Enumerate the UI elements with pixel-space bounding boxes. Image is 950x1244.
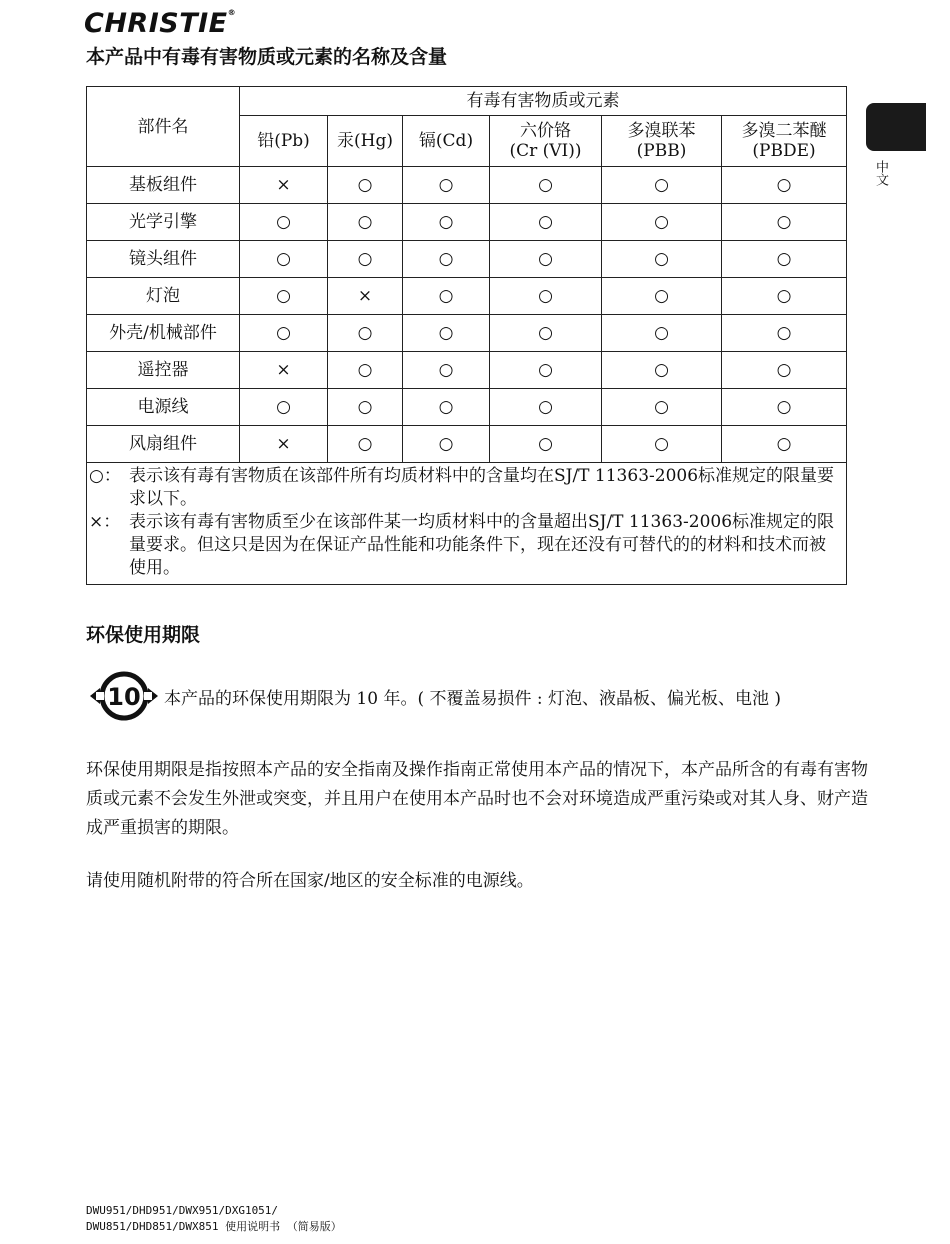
- table-notes: [87, 463, 847, 585]
- footer-model-line-1: DWU951/DHD951/DWX951/DXG1051/: [86, 1204, 279, 1217]
- part-name-cell: 风扇组件: [87, 426, 240, 463]
- compliance-mark-cell: ○: [490, 204, 602, 241]
- language-tab: [866, 103, 926, 151]
- compliance-mark-cell: ○: [722, 241, 847, 278]
- compliance-mark-cell: ○: [602, 315, 722, 352]
- table-row: [87, 278, 847, 315]
- table-row: [87, 389, 847, 426]
- compliance-mark-cell: ○: [602, 389, 722, 426]
- compliance-mark-cell: ○: [490, 315, 602, 352]
- compliance-mark-cell: ○: [490, 278, 602, 315]
- compliance-mark-cell: ○: [490, 426, 602, 463]
- compliance-mark-cell: ○: [403, 389, 490, 426]
- table-row: [87, 426, 847, 463]
- substance-group-header: 有毒有害物质或元素: [240, 87, 847, 116]
- substance-symbol: (Cr (VI)): [509, 141, 582, 161]
- epup-text: 本产品的环保使用期限为 10 年。( 不覆盖易损件 : 灯泡、液晶板、偏光板、电池 ): [164, 688, 782, 709]
- table-note: [89, 511, 842, 580]
- compliance-mark-cell: ○: [403, 426, 490, 463]
- compliance-mark-cell: ○: [403, 278, 490, 315]
- substance-header: [328, 116, 403, 167]
- table-row: [87, 167, 847, 204]
- substance-header: [722, 116, 847, 167]
- section-title-substances: 本产品中有毒有害物质或元素的名称及含量: [86, 46, 448, 68]
- christie-logo: [84, 8, 236, 39]
- compliance-mark-cell: ○: [328, 167, 403, 204]
- compliance-mark-cell: ○: [328, 389, 403, 426]
- compliance-mark-cell: ○: [328, 241, 403, 278]
- compliance-mark-cell: ○: [602, 278, 722, 315]
- compliance-mark-cell: ○: [722, 352, 847, 389]
- note-text: 表示该有毒有害物质在该部件所有均质材料中的含量均在SJ/T 11363-2006标准规定的限量要求以下。: [129, 466, 835, 509]
- footer-model-line-2: DWU851/DHD851/DWX851 使用说明书 （简易版）: [86, 1220, 342, 1233]
- substance-header: [240, 116, 328, 167]
- compliance-mark-cell: ○: [403, 352, 490, 389]
- part-name-cell: 光学引擎: [87, 204, 240, 241]
- compliance-mark-cell: ○: [722, 204, 847, 241]
- compliance-mark-cell: ○: [403, 241, 490, 278]
- brand-name: CHRISTIE: [84, 8, 228, 39]
- compliance-mark-cell: ○: [490, 352, 602, 389]
- part-name-header: 部件名: [87, 87, 240, 167]
- substance-name: 多溴联苯: [627, 121, 696, 141]
- language-tab-label: 中文: [873, 160, 888, 186]
- substance-name: 铅(Pb): [257, 131, 310, 151]
- note-symbol: ×：: [89, 512, 121, 532]
- part-name-cell: 电源线: [87, 389, 240, 426]
- note-text: 表示该有毒有害物质至少在该部件某一均质材料中的含量超出SJ/T 11363-2006标准规定的限量要求。但这只是因为在保证产品性能和功能条件下，现在还没有可替代的的材料和技术而被使用。: [129, 512, 835, 578]
- substance-symbol: (PBB): [636, 141, 687, 161]
- compliance-mark-cell: ○: [240, 389, 328, 426]
- note-symbol: ○：: [89, 466, 121, 486]
- substance-header: [403, 116, 490, 167]
- substance-symbol: (PBDE): [752, 141, 816, 161]
- epup-10-years-icon: [86, 666, 162, 726]
- table-row: [87, 204, 847, 241]
- compliance-mark-cell: ×: [240, 426, 328, 463]
- power-cord-paragraph: 请使用随机附带的符合所在国家/地区的安全标准的电源线。: [86, 871, 534, 891]
- compliance-mark-cell: ×: [240, 352, 328, 389]
- substance-name: 汞(Hg): [337, 131, 393, 151]
- substance-name: 六价铬: [520, 121, 571, 141]
- compliance-mark-cell: ○: [490, 389, 602, 426]
- epup-definition-paragraph: 环保使用期限是指按照本产品的安全指南及操作指南正常使用本产品的情况下，本产品所含的有毒有害物质或元素不会发生外泄或突变，并且用户在使用本产品时也不会对环境造成严重污染或对其人身、财产造成严重损害的期限。: [86, 760, 868, 838]
- compliance-mark-cell: ○: [722, 315, 847, 352]
- compliance-mark-cell: ○: [328, 426, 403, 463]
- compliance-mark-cell: ○: [403, 167, 490, 204]
- hazardous-substances-table: [86, 86, 847, 585]
- compliance-mark-cell: ○: [722, 426, 847, 463]
- part-name-cell: 镜头组件: [87, 241, 240, 278]
- substance-name: 多溴二苯醚: [741, 121, 827, 141]
- substance-header: [490, 116, 602, 167]
- compliance-mark-cell: ○: [722, 167, 847, 204]
- substance-name: 镉(Cd): [418, 131, 474, 151]
- part-name-cell: 外壳/机械部件: [87, 315, 240, 352]
- compliance-mark-cell: ×: [328, 278, 403, 315]
- compliance-mark-cell: ○: [240, 241, 328, 278]
- compliance-mark-cell: ○: [722, 278, 847, 315]
- compliance-mark-cell: ○: [328, 352, 403, 389]
- compliance-mark-cell: ○: [240, 278, 328, 315]
- compliance-mark-cell: ○: [602, 204, 722, 241]
- compliance-mark-cell: ○: [602, 241, 722, 278]
- compliance-mark-cell: ○: [490, 241, 602, 278]
- compliance-mark-cell: ○: [403, 204, 490, 241]
- part-name-cell: 灯泡: [87, 278, 240, 315]
- table-row: [87, 315, 847, 352]
- registered-mark: ®: [227, 8, 237, 17]
- part-name-cell: 遥控器: [87, 352, 240, 389]
- compliance-mark-cell: ○: [403, 315, 490, 352]
- compliance-mark-cell: ○: [328, 315, 403, 352]
- compliance-mark-cell: ○: [328, 204, 403, 241]
- table-row: [87, 241, 847, 278]
- compliance-mark-cell: ○: [602, 426, 722, 463]
- compliance-mark-cell: ○: [602, 167, 722, 204]
- compliance-mark-cell: ○: [722, 389, 847, 426]
- table-row: [87, 352, 847, 389]
- compliance-mark-cell: ○: [240, 204, 328, 241]
- compliance-mark-cell: ×: [240, 167, 328, 204]
- footer: [86, 1203, 342, 1235]
- table-note: [89, 465, 842, 511]
- compliance-mark-cell: ○: [490, 167, 602, 204]
- part-name-cell: 基板组件: [87, 167, 240, 204]
- section-title-epup: 环保使用期限: [86, 624, 201, 646]
- compliance-mark-cell: ○: [602, 352, 722, 389]
- compliance-mark-cell: ○: [240, 315, 328, 352]
- substance-header: [602, 116, 722, 167]
- epup-icon-number: 10: [107, 683, 141, 711]
- epup-statement: [86, 666, 781, 726]
